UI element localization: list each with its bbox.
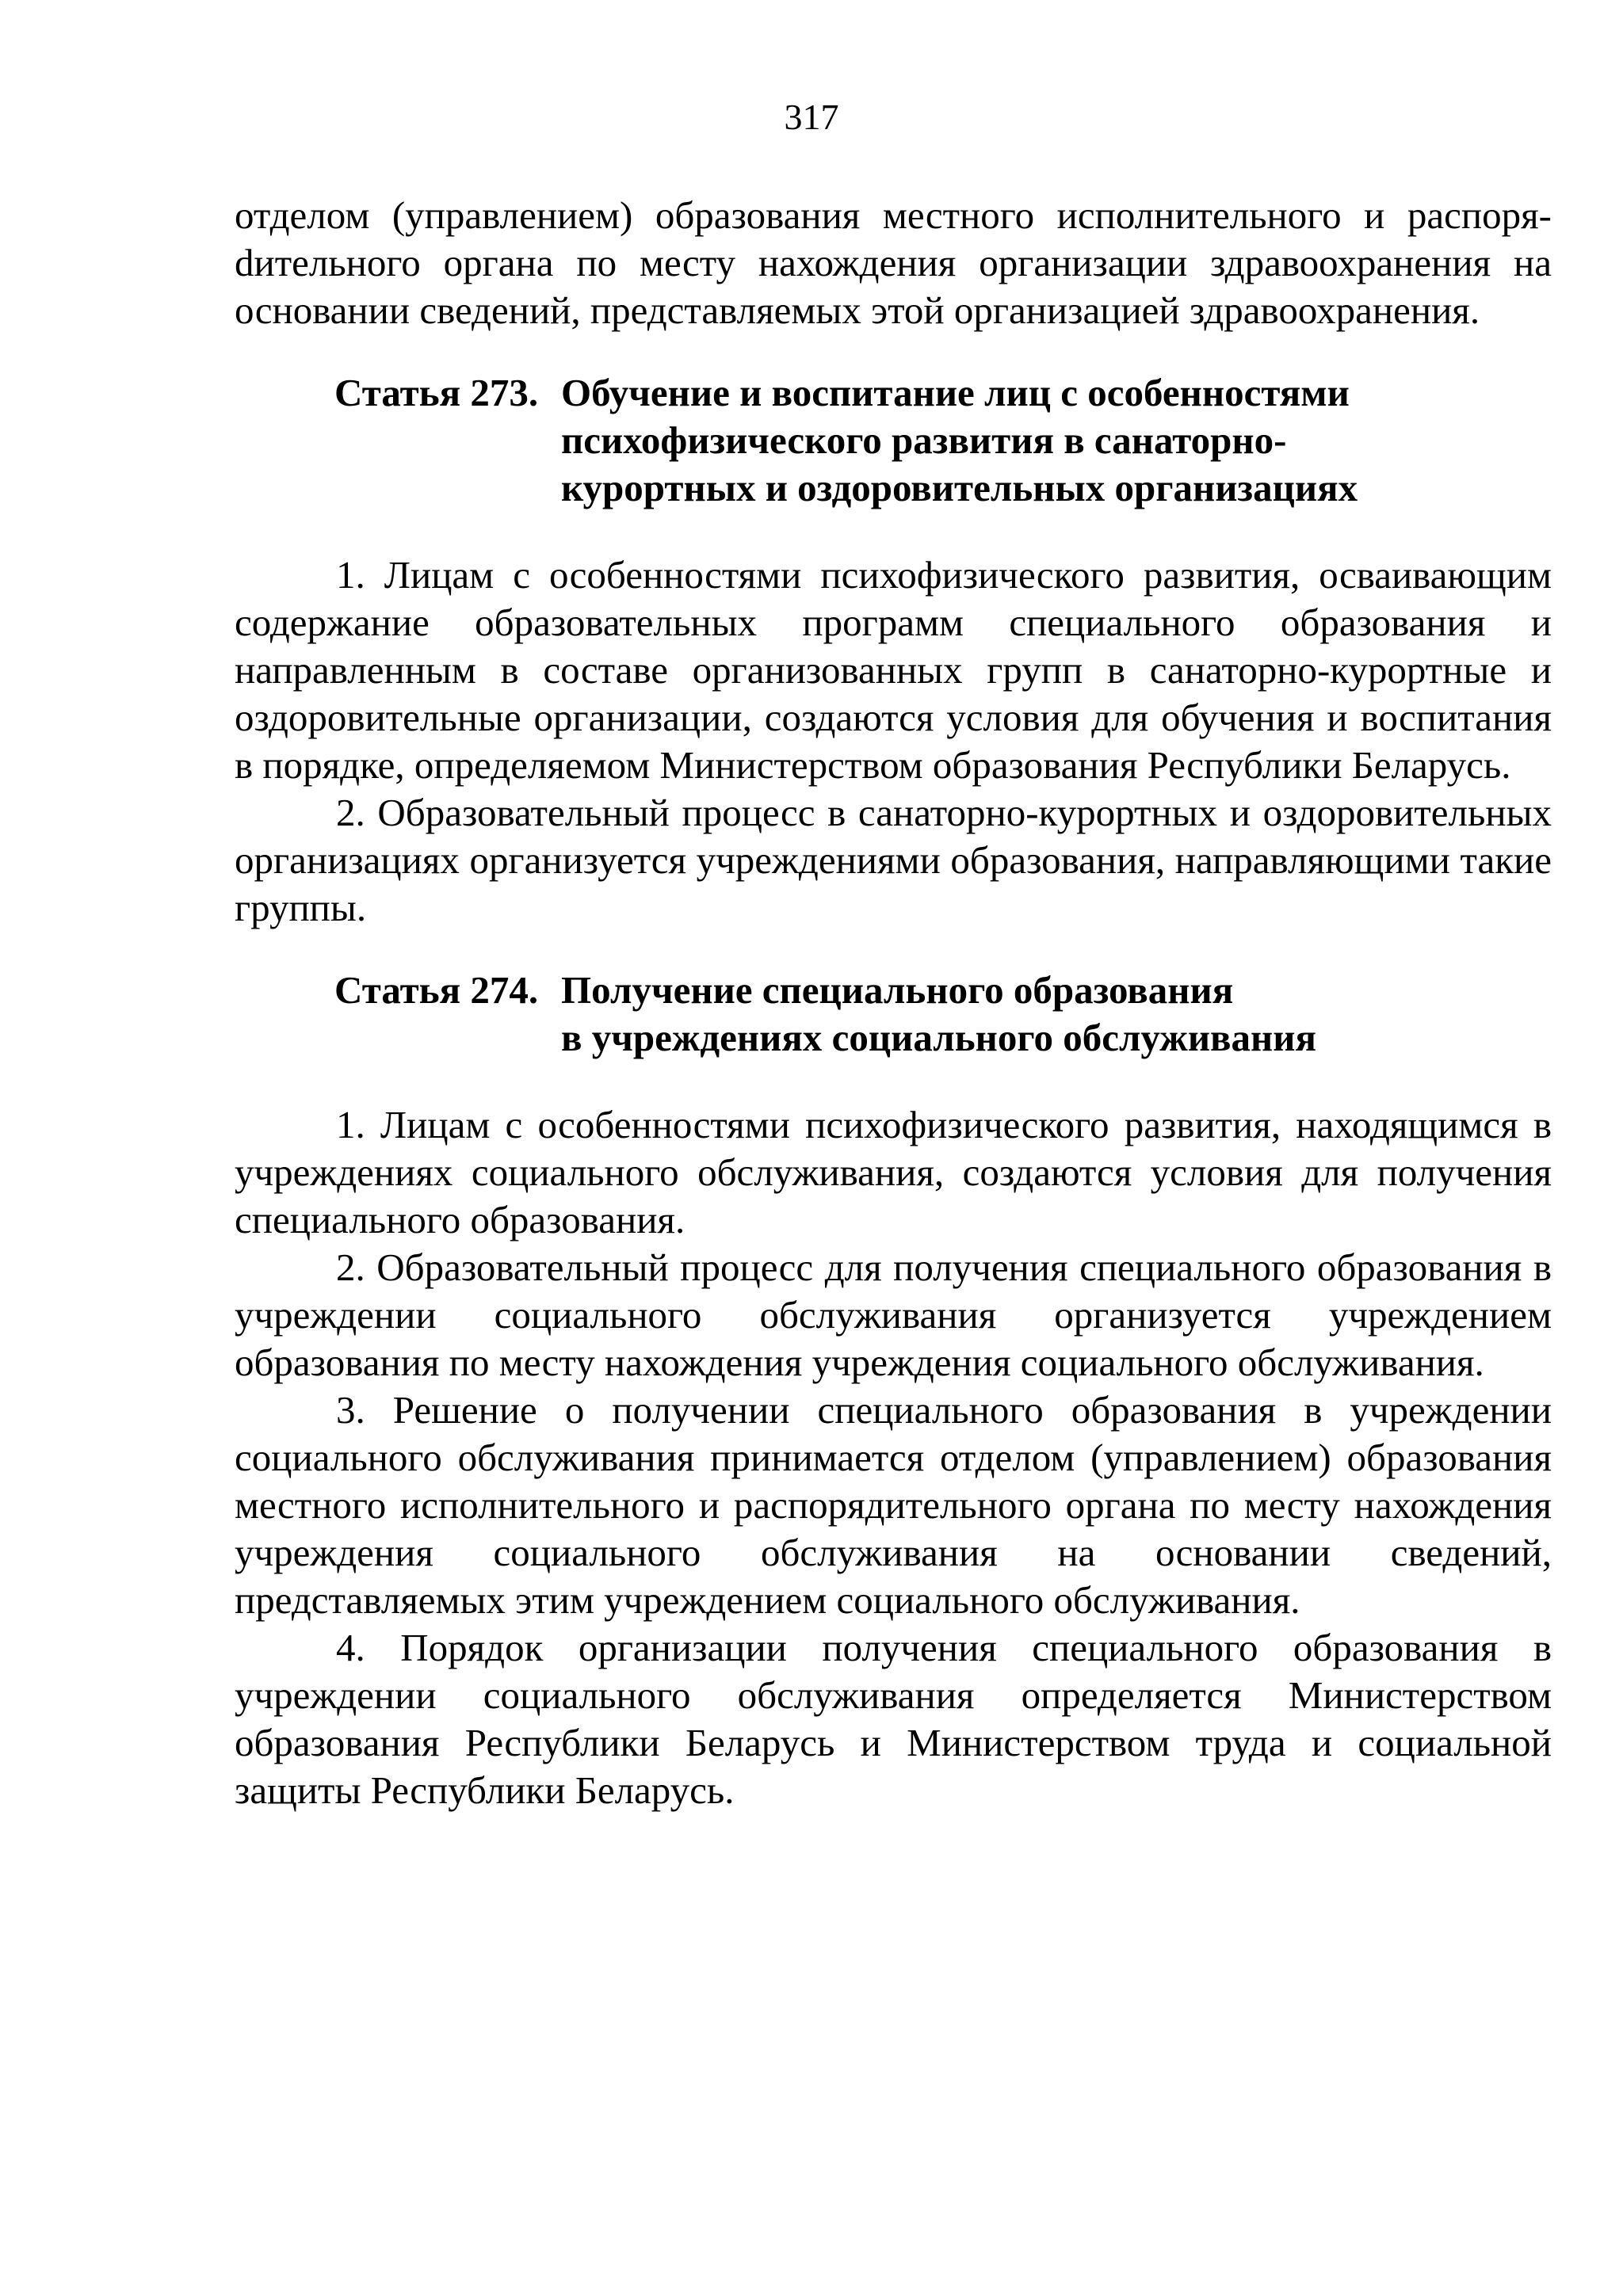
article-273-title-line: курортных и оздоровительных организациях [561, 466, 1358, 509]
article-274-paragraph-1: 1. Лицам с особенностями психофизического развития, находящимся в учреждениях социального обслуживания, создаются условия для получения специального образования. [235, 1103, 1552, 1241]
intro-paragraph: отделом (управлением) образования местного исполнительного и распоряdительного органа по месту нахождения организации здравоохранения на основании сведений, представляемых этой организацией здравоохранения. [235, 193, 1552, 332]
article-274-title-line: Получение специального образования [561, 968, 1234, 1012]
article-273-title [561, 369, 1552, 512]
article-274-number: Статья 274. [334, 968, 539, 1012]
article-274-paragraph-4: 4. Порядок организации получения специального образования в учреждении социального обслуживания определяется Министерством образования Республики Беларусь и Министерством труда и социальной защиты Республики Беларусь. [235, 1626, 1552, 1812]
article-274-heading [235, 967, 1552, 1062]
article-274-paragraph-3: 3. Решение о получении специального образования в учреждении социального обслуживания принимается отделом (управлением) образования местного исполнительного и распорядительного органа по месту нахождения учреждения социального обслуживания на основании сведений, представляемых этим учреждением социального обслуживания. [235, 1388, 1552, 1622]
article-273-number: Статья 273. [334, 371, 539, 414]
article-273-heading [235, 369, 1552, 512]
page-number: 317 [784, 97, 839, 137]
article-273-paragraph-2: 2. Образовательный процесс в санаторно-курортных и оздоровительных организациях организуется учреждениями образования, направляющими такие группы. [235, 791, 1552, 929]
article-273-title-line: Обучение и воспитание лиц с особенностями [561, 371, 1350, 414]
article-274-title-line: в учреждениях социального обслуживания [561, 1016, 1316, 1059]
page-content [235, 192, 1552, 1814]
article-274-title [561, 967, 1552, 1062]
article-274-paragraph-2: 2. Образовательный процесс для получения специального образования в учреждении социального обслуживания организуется учреждением образования по месту нахождения учреждения социального обслуживания. [235, 1245, 1552, 1384]
article-273-paragraph-1: 1. Лицам с особенностями психофизического развития, осваивающим содержание образовательных программ специального образования и направленным в составе организованных групп в санаторно-курортные и оздоровительные организации, создаются условия для обучения и воспитания в порядке, определяемом Министерством образования Республики Беларусь. [235, 553, 1552, 787]
article-273-title-line: психофизического развития в санаторно- [561, 418, 1287, 462]
